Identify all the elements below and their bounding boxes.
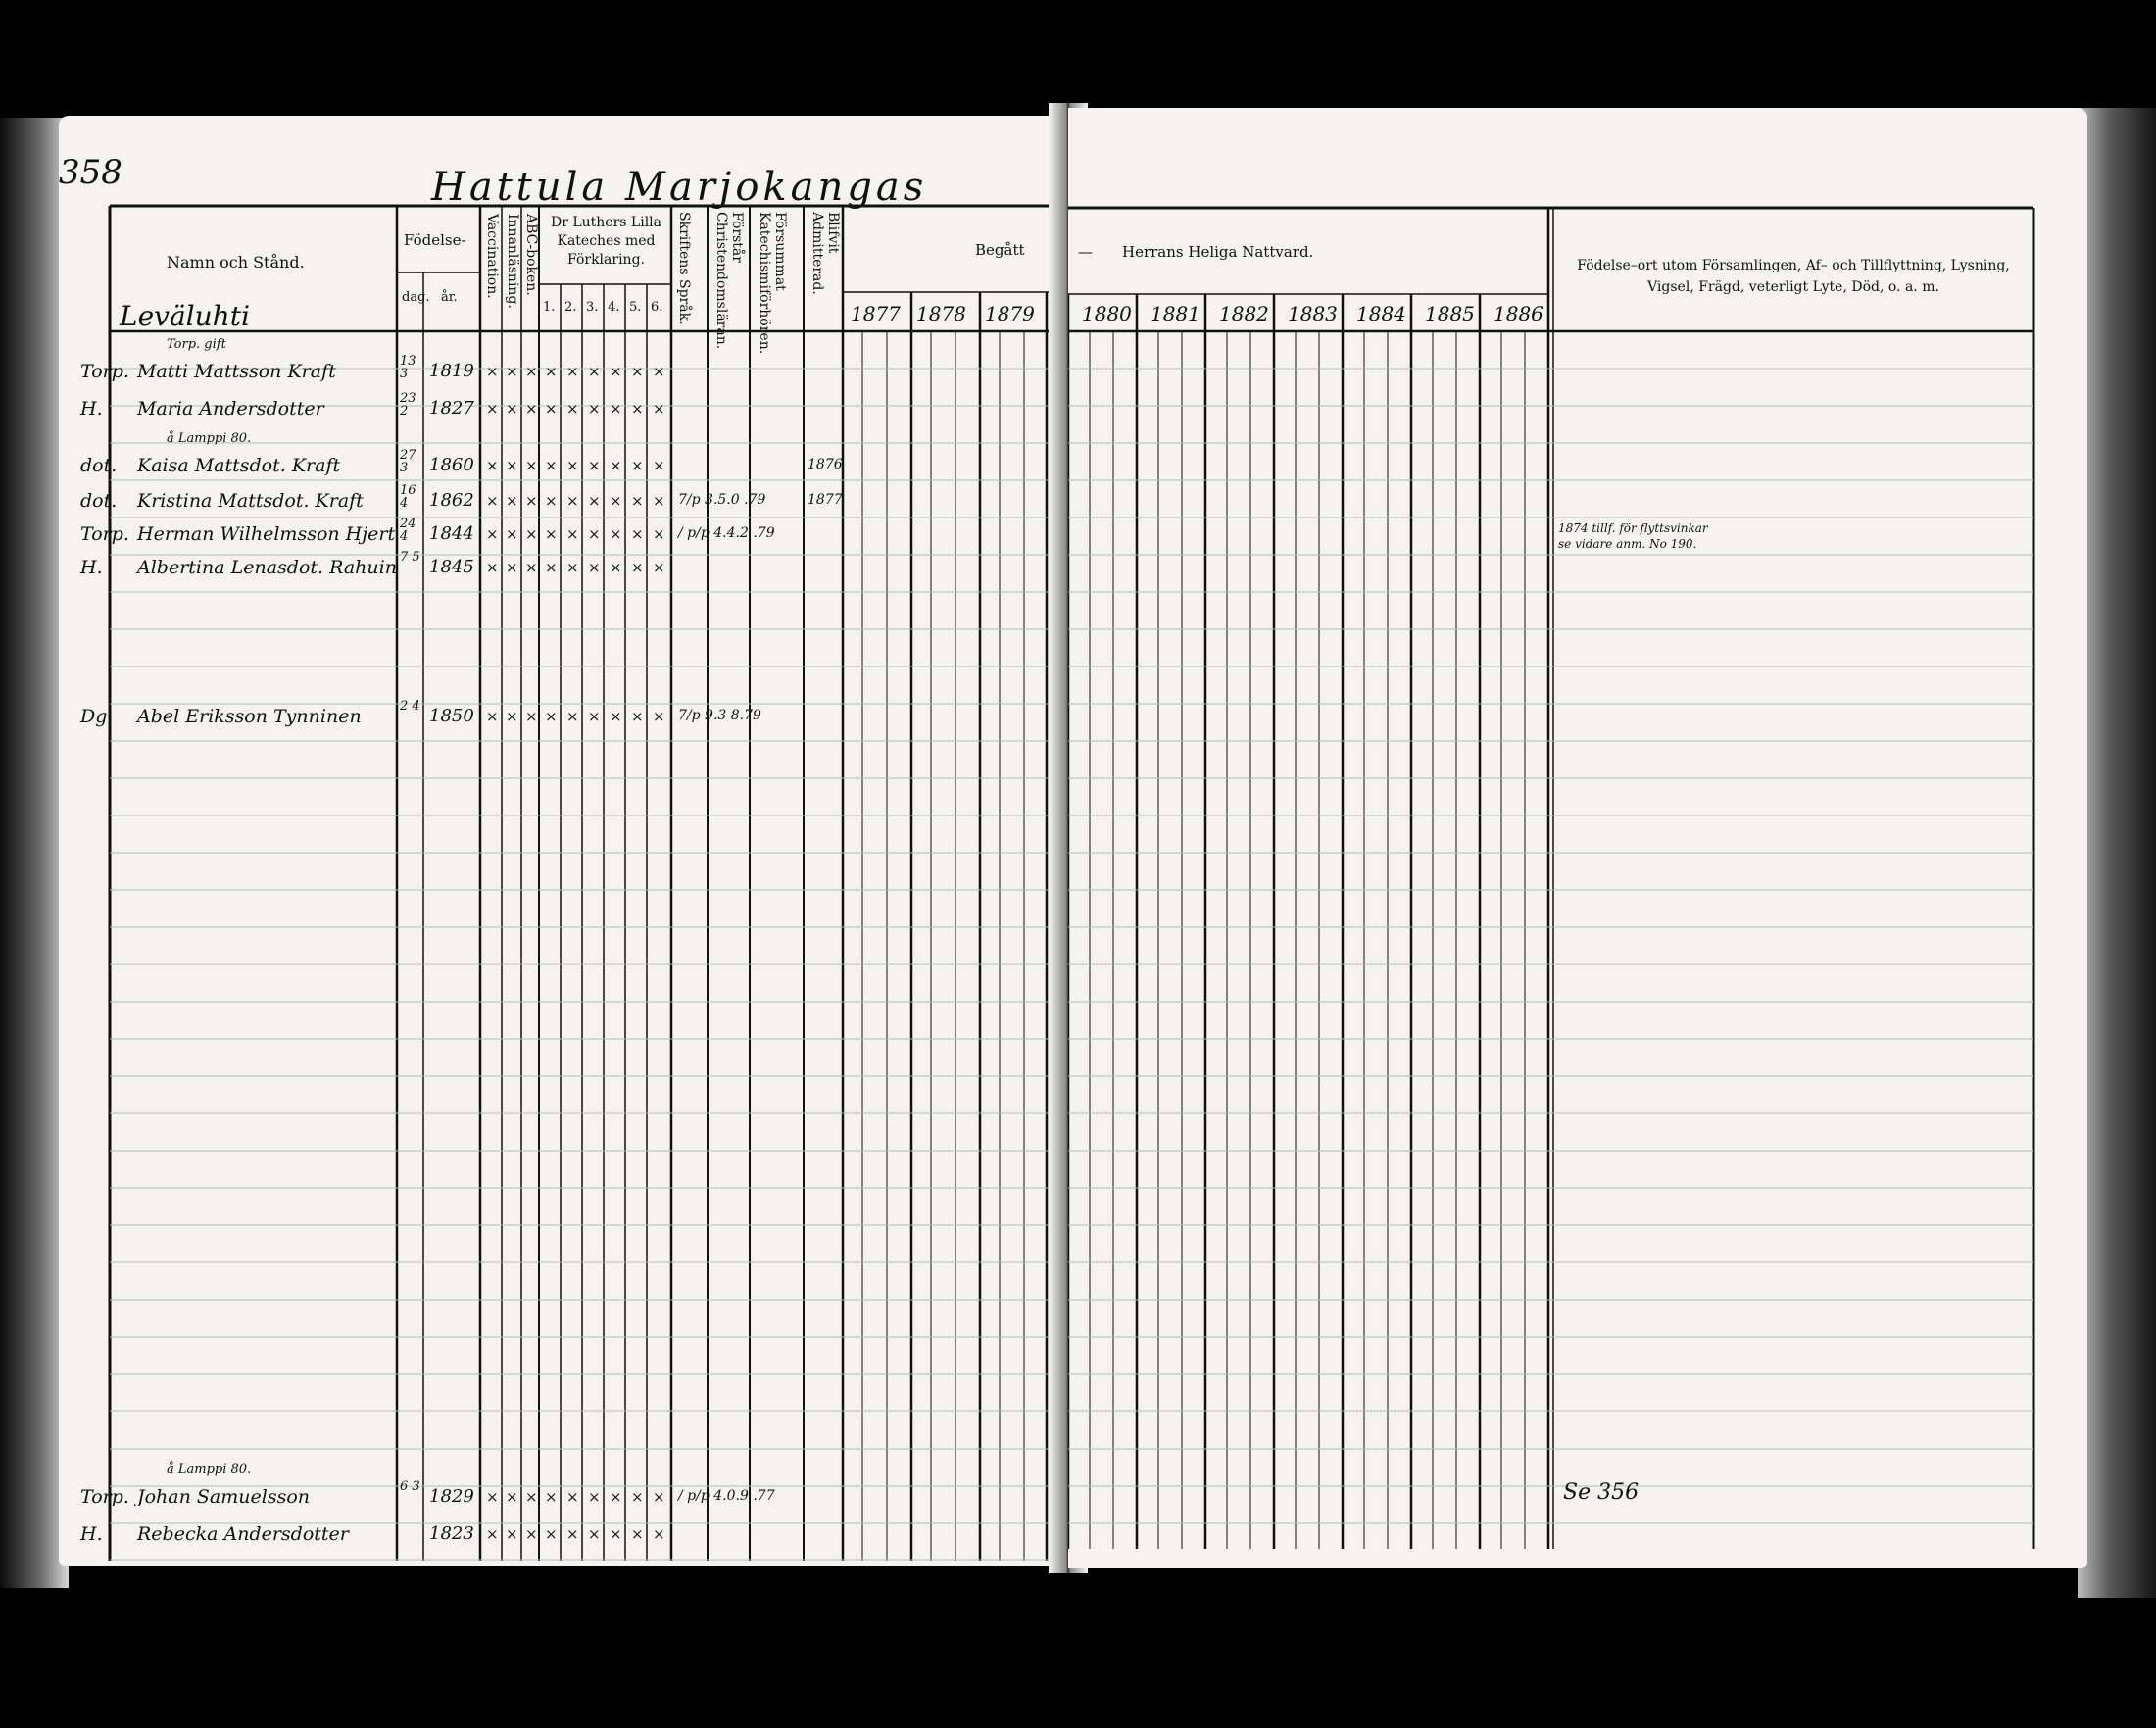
check-mark: × bbox=[525, 708, 538, 725]
entry-name: Abel Eriksson Tynninen bbox=[137, 706, 362, 727]
entry-birth-year: 1845 bbox=[429, 557, 474, 577]
check-mark: × bbox=[486, 1488, 499, 1506]
entry-knowledge-marks: / p/p 4.4.2 .79 bbox=[678, 525, 775, 541]
check-mark: × bbox=[486, 363, 499, 380]
entry-name: Herman Wilhelmsson Hjert bbox=[137, 523, 396, 545]
entry-name: Kaisa Mattsdot. Kraft bbox=[137, 455, 341, 476]
check-mark: × bbox=[610, 492, 622, 510]
check-mark: × bbox=[653, 559, 665, 576]
entry-prefix: dot. bbox=[80, 455, 118, 476]
check-mark: × bbox=[653, 457, 665, 474]
check-mark: × bbox=[486, 492, 499, 510]
header-ar: år. bbox=[441, 290, 458, 305]
check-mark: × bbox=[545, 1525, 558, 1543]
check-mark: × bbox=[525, 559, 538, 576]
check-mark: × bbox=[566, 1488, 579, 1506]
check-mark: × bbox=[545, 363, 558, 380]
check-mark: × bbox=[653, 525, 665, 543]
year-header: 1883 bbox=[1288, 302, 1338, 325]
check-mark: × bbox=[610, 1525, 622, 1543]
check-mark: × bbox=[653, 1525, 665, 1543]
entry-note: å Lamppi 80. bbox=[167, 431, 252, 446]
header-herrans: Herrans Heliga Nattvard. bbox=[1122, 243, 1314, 261]
header-blifvit: Blifvit Admitterad. bbox=[809, 212, 841, 295]
year-header: 1877 bbox=[851, 302, 901, 325]
check-mark: × bbox=[566, 525, 579, 543]
luther-column-number: 5. bbox=[629, 300, 642, 315]
check-mark: × bbox=[610, 708, 622, 725]
check-mark: × bbox=[588, 492, 601, 510]
luther-column-number: 2. bbox=[564, 300, 577, 315]
header-skriftens: Skriftens Språk. bbox=[676, 212, 692, 325]
check-mark: × bbox=[588, 400, 601, 418]
check-mark: × bbox=[486, 525, 499, 543]
check-mark: × bbox=[588, 525, 601, 543]
check-mark: × bbox=[588, 1525, 601, 1543]
luther-column-number: 4. bbox=[608, 300, 620, 315]
entry-name: Johan Samuelsson bbox=[137, 1486, 310, 1507]
check-mark: × bbox=[631, 1525, 644, 1543]
check-mark: × bbox=[631, 559, 644, 576]
check-mark: × bbox=[566, 559, 579, 576]
entry-name: Matti Mattsson Kraft bbox=[137, 361, 336, 382]
header-innanlasning: Innanläsning. bbox=[505, 214, 520, 309]
check-mark: × bbox=[506, 492, 518, 510]
entry-birth-year: 1844 bbox=[429, 523, 474, 544]
left-ruling bbox=[59, 116, 1068, 1566]
check-mark: × bbox=[545, 492, 558, 510]
entry-prefix: Dg. bbox=[80, 706, 114, 727]
year-header: 1881 bbox=[1151, 302, 1200, 325]
header-fodelseort: Födelse–ort utom Församlingen, Af– och Tillflyttning, Lysning, Vigsel, Frägd, veterligt Lyte, Död, o. a. m. bbox=[1577, 258, 2010, 295]
check-mark: × bbox=[506, 1525, 518, 1543]
check-mark: × bbox=[545, 457, 558, 474]
check-mark: × bbox=[610, 525, 622, 543]
entry-prefix: dot. bbox=[80, 490, 118, 512]
check-mark: × bbox=[486, 457, 499, 474]
check-mark: × bbox=[566, 400, 579, 418]
entry-name: Maria Andersdotter bbox=[137, 398, 324, 420]
check-mark: × bbox=[566, 492, 579, 510]
check-mark: × bbox=[610, 400, 622, 418]
entry-birth-day: 27 3 bbox=[400, 448, 416, 475]
right-page bbox=[1068, 108, 2087, 1568]
check-mark: × bbox=[610, 1488, 622, 1506]
header-begatt: Begått bbox=[975, 241, 1025, 259]
check-mark: × bbox=[631, 1488, 644, 1506]
entry-prefix: Torp. bbox=[80, 523, 129, 545]
left-page bbox=[59, 116, 1068, 1566]
check-mark: × bbox=[545, 708, 558, 725]
year-header: 1879 bbox=[985, 302, 1035, 325]
entry-birth-year: 1862 bbox=[429, 490, 474, 511]
entry-name: Kristina Mattsdot. Kraft bbox=[137, 490, 364, 512]
entry-birth-day: 2 4 bbox=[400, 699, 420, 714]
check-mark: × bbox=[610, 363, 622, 380]
check-mark: × bbox=[588, 363, 601, 380]
header-luther: Dr Luthers Lilla Kateches med Förklaring. bbox=[550, 215, 662, 268]
header-abc: ABC-boken. bbox=[523, 214, 539, 296]
check-mark: × bbox=[486, 559, 499, 576]
year-header: 1878 bbox=[916, 302, 966, 325]
check-mark: × bbox=[631, 492, 644, 510]
check-mark: × bbox=[506, 559, 518, 576]
check-mark: × bbox=[566, 708, 579, 725]
entry-birth-year: 1823 bbox=[429, 1523, 474, 1544]
check-mark: × bbox=[653, 708, 665, 725]
header-vaccination: Vaccination. bbox=[484, 214, 500, 299]
check-mark: × bbox=[545, 559, 558, 576]
check-mark: × bbox=[588, 559, 601, 576]
parish-title: Hattula Marjokangas bbox=[431, 165, 928, 210]
entry-birth-year: 1829 bbox=[429, 1486, 474, 1506]
check-mark: × bbox=[610, 457, 622, 474]
check-mark: × bbox=[566, 363, 579, 380]
year-header: 1886 bbox=[1494, 302, 1544, 325]
entry-birth-year: 1819 bbox=[429, 361, 474, 381]
check-mark: × bbox=[588, 708, 601, 725]
entry-prefix: Torp. bbox=[80, 361, 129, 382]
entry-birth-year: 1860 bbox=[429, 455, 474, 475]
check-mark: × bbox=[486, 708, 499, 725]
check-mark: × bbox=[486, 1525, 499, 1543]
check-mark: × bbox=[486, 400, 499, 418]
check-mark: × bbox=[631, 400, 644, 418]
check-mark: × bbox=[525, 400, 538, 418]
entry-admitted-year: 1877 bbox=[808, 492, 843, 508]
check-mark: × bbox=[506, 1488, 518, 1506]
remark-1: 1874 tillf. för flyttsvinkar bbox=[1558, 521, 1708, 535]
year-header: 1882 bbox=[1219, 302, 1269, 325]
check-mark: × bbox=[506, 708, 518, 725]
check-mark: × bbox=[566, 1525, 579, 1543]
entry-birth-year: 1827 bbox=[429, 398, 474, 419]
entry-birth-day: 24 4 bbox=[400, 517, 416, 544]
header-forsummat: Försummat Katechismiförhören. bbox=[757, 212, 788, 355]
check-mark: × bbox=[653, 363, 665, 380]
remark-1-line2: se vidare anm. No 190. bbox=[1558, 537, 1697, 551]
check-mark: × bbox=[566, 457, 579, 474]
entry-note: å Lamppi 80. bbox=[167, 1462, 252, 1477]
check-mark: × bbox=[545, 525, 558, 543]
check-mark: × bbox=[506, 363, 518, 380]
check-mark: × bbox=[631, 525, 644, 543]
check-mark: × bbox=[525, 1525, 538, 1543]
entry-note: Torp. gift bbox=[167, 337, 226, 352]
luther-column-number: 1. bbox=[543, 300, 556, 315]
entry-knowledge-marks: 7/p 9.3 8.79 bbox=[678, 708, 761, 723]
entry-birth-day: 16 4 bbox=[400, 483, 416, 511]
year-header: 1885 bbox=[1425, 302, 1475, 325]
check-mark: × bbox=[525, 457, 538, 474]
check-mark: × bbox=[545, 400, 558, 418]
check-mark: × bbox=[653, 400, 665, 418]
entry-name: Rebecka Andersdotter bbox=[137, 1523, 349, 1545]
entry-knowledge-marks: / p/p 4.0.9 .77 bbox=[678, 1488, 775, 1504]
check-mark: × bbox=[631, 457, 644, 474]
year-header: 1880 bbox=[1082, 302, 1132, 325]
check-mark: × bbox=[506, 525, 518, 543]
entry-name: Albertina Lenasdot. Rahuin bbox=[137, 557, 397, 578]
year-header: 1884 bbox=[1356, 302, 1406, 325]
check-mark: × bbox=[610, 559, 622, 576]
book-edge-right bbox=[2078, 108, 2156, 1598]
luther-column-number: 6. bbox=[651, 300, 663, 315]
check-mark: × bbox=[631, 708, 644, 725]
entry-birth-day: 6 3 bbox=[400, 1479, 420, 1494]
remark-2: Se 356 bbox=[1563, 1480, 1640, 1505]
entry-birth-day: 13 3 bbox=[400, 354, 416, 381]
check-mark: × bbox=[525, 1488, 538, 1506]
check-mark: × bbox=[525, 492, 538, 510]
header-dag: dag. bbox=[402, 290, 430, 305]
entry-prefix: H. bbox=[80, 1523, 103, 1545]
entry-birth-year: 1850 bbox=[429, 706, 474, 726]
village-name: Leväluhti bbox=[120, 300, 250, 332]
header-fodelse: Födelse- bbox=[404, 231, 466, 249]
check-mark: × bbox=[545, 1488, 558, 1506]
check-mark: × bbox=[506, 400, 518, 418]
header-dash: — bbox=[1078, 243, 1093, 261]
entry-admitted-year: 1876 bbox=[808, 457, 843, 472]
check-mark: × bbox=[506, 457, 518, 474]
entry-knowledge-marks: 7/p 3.5.0 .79 bbox=[678, 492, 766, 508]
check-mark: × bbox=[525, 525, 538, 543]
check-mark: × bbox=[588, 457, 601, 474]
check-mark: × bbox=[653, 1488, 665, 1506]
entry-prefix: H. bbox=[80, 398, 103, 420]
right-ruling bbox=[1068, 108, 2087, 1568]
entry-prefix: Torp. bbox=[80, 1486, 129, 1507]
header-name: Namn och Stånd. bbox=[167, 253, 305, 272]
check-mark: × bbox=[588, 1488, 601, 1506]
header-forstar: Förstår Christendomsläran. bbox=[713, 212, 745, 350]
entry-birth-day: 7 5 bbox=[400, 550, 420, 565]
luther-column-number: 3. bbox=[586, 300, 599, 315]
check-mark: × bbox=[525, 363, 538, 380]
entry-birth-day: 23 2 bbox=[400, 391, 416, 419]
entry-prefix: H. bbox=[80, 557, 103, 578]
page-number: 358 bbox=[59, 153, 122, 192]
check-mark: × bbox=[653, 492, 665, 510]
check-mark: × bbox=[631, 363, 644, 380]
